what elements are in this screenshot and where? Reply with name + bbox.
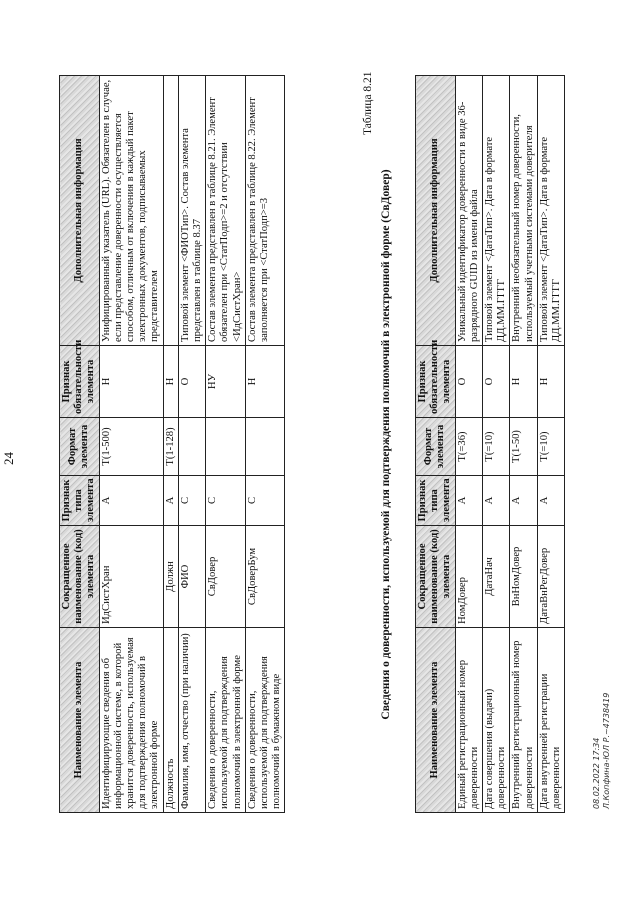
table-header-row — [60, 76, 100, 813]
column-header: Формат элемента — [60, 418, 100, 476]
element-required-cell: О — [483, 346, 510, 418]
power-of-attorney-table — [415, 75, 565, 813]
element-format-cell — [178, 418, 205, 476]
column-header: Признак типа элемента — [416, 476, 456, 526]
page-number: 24 — [1, 452, 16, 465]
element-info-cell: Внутренний необязательный номер доверенности, используемый учетными системами доверителя — [510, 76, 537, 346]
element-required-cell: Н — [99, 346, 163, 418]
element-name-cell: Дата совершения (выдачи) доверенности — [483, 628, 510, 813]
element-type-cell: С — [206, 476, 246, 526]
table-row — [206, 76, 246, 813]
element-info-cell: Типовой элемент <ДатаТип>. Дата в формате ДД.ММ.ГГГГ — [483, 76, 510, 346]
element-name-cell: Сведения о доверенности, используемой для подтверждения полномочий в бумажном виде — [245, 628, 285, 813]
column-header: Дополнительная информация — [416, 76, 456, 346]
elements-table — [59, 75, 285, 813]
element-code-cell: ВнНомДовер — [510, 526, 537, 628]
element-info-cell: Состав элемента представлен в таблице 8.21. Элемент обязателен при <СтатПодп>=2 и отсутствии <ИдСистХран> — [206, 76, 246, 346]
table-row — [245, 76, 285, 813]
column-header: Наименование элемента — [60, 628, 100, 813]
element-type-cell: А — [483, 476, 510, 526]
element-required-cell: О — [178, 346, 205, 418]
element-required-cell: Н — [537, 346, 564, 418]
element-code-cell: Должн — [163, 526, 178, 628]
element-format-cell: T(=10) — [483, 418, 510, 476]
element-required-cell: Н — [163, 346, 178, 418]
element-format-cell: T(=36) — [455, 418, 482, 476]
column-header: Признак обязательности элемента — [60, 346, 100, 418]
scan-stamp — [592, 693, 612, 809]
column-header: Сокращенное наименование (код) элемента — [60, 526, 100, 628]
table-row — [163, 76, 178, 813]
element-code-cell: НомДовер — [455, 526, 482, 628]
element-code-cell: ИдСистХран — [99, 526, 163, 628]
element-info-cell: Типовой элемент <ДатаТип>. Дата в формате ДД.ММ.ГГГГ — [537, 76, 564, 346]
table-row — [537, 76, 564, 813]
table-row — [483, 76, 510, 813]
element-name-cell: Единый регистрационный номер доверенности — [455, 628, 482, 813]
element-name-cell: Фамилия, имя, отчество (при наличии) — [178, 628, 205, 813]
element-code-cell: ДатаВнРегДовер — [537, 526, 564, 628]
element-type-cell: А — [99, 476, 163, 526]
table-caption: Сведения о доверенности, используемой для подтверждения полномочий в электронной форме (СвДовер) — [380, 169, 392, 720]
stamp-line: 08.02.2022 17:34 — [592, 737, 601, 809]
element-format-cell: T(1-500) — [99, 418, 163, 476]
element-info-cell: Уникальный идентификатор доверенности в виде 36-разрядного GUID из имени файла — [455, 76, 482, 346]
column-header: Сокращенное наименование (код) элемента — [416, 526, 456, 628]
element-format-cell: T(1-50) — [510, 418, 537, 476]
table-row — [455, 76, 482, 813]
element-code-cell: СвДоверБум — [245, 526, 285, 628]
element-required-cell: НУ — [206, 346, 246, 418]
element-format-cell — [245, 418, 285, 476]
element-code-cell: СвДовер — [206, 526, 246, 628]
element-info-cell — [163, 76, 178, 346]
element-type-cell: А — [455, 476, 482, 526]
element-info-cell: Состав элемента представлен в таблице 8.22. Элемент заполняется при <СтатПодп>=3 — [245, 76, 285, 346]
element-format-cell: T(=10) — [537, 418, 564, 476]
element-type-cell: А — [163, 476, 178, 526]
element-format-cell — [206, 418, 246, 476]
element-code-cell: ФИО — [178, 526, 205, 628]
element-type-cell: С — [178, 476, 205, 526]
element-required-cell: Н — [245, 346, 285, 418]
table-row — [178, 76, 205, 813]
element-name-cell: Сведения о доверенности, используемой для подтверждения полномочий в электронной форме — [206, 628, 246, 813]
element-type-cell: А — [537, 476, 564, 526]
element-info-cell: Унифицированный указатель (URL). Обязателен в случае, если представление доверенности осуществляется способом, отличным от включения в каждый пакет электронных документов, подписываемых представителем — [99, 76, 163, 346]
element-info-cell: Типовой элемент <ФИОТип>. Состав элемента представлен в таблице 8.37 — [178, 76, 205, 346]
column-header: Формат элемента — [416, 418, 456, 476]
table-row — [99, 76, 163, 813]
element-format-cell: T(1-128) — [163, 418, 178, 476]
stamp-line: Л.Копфина-ЮЛ Р.~4738419 — [602, 692, 611, 809]
column-header: Признак обязательности элемента — [416, 346, 456, 418]
element-name-cell: Идентифицирующие сведения об информационной системе, в которой хранится доверенность, используемая для подтверждения полномочий в электронной форме — [99, 628, 163, 813]
table-number: Таблица 8.21 — [362, 71, 374, 135]
element-name-cell: Дата внутренней регистрации доверенности — [537, 628, 564, 813]
element-required-cell: О — [455, 346, 482, 418]
element-name-cell: Должность — [163, 628, 178, 813]
element-required-cell: Н — [510, 346, 537, 418]
column-header: Наименование элемента — [416, 628, 456, 813]
element-code-cell: ДатаНач — [483, 526, 510, 628]
element-type-cell: А — [510, 476, 537, 526]
element-type-cell: С — [245, 476, 285, 526]
column-header: Признак типа элемента — [60, 476, 100, 526]
table-header-row — [416, 76, 456, 813]
column-header: Дополнительная информация — [60, 76, 100, 346]
element-name-cell: Внутренний регистрационный номер доверенности — [510, 628, 537, 813]
table-row — [510, 76, 537, 813]
